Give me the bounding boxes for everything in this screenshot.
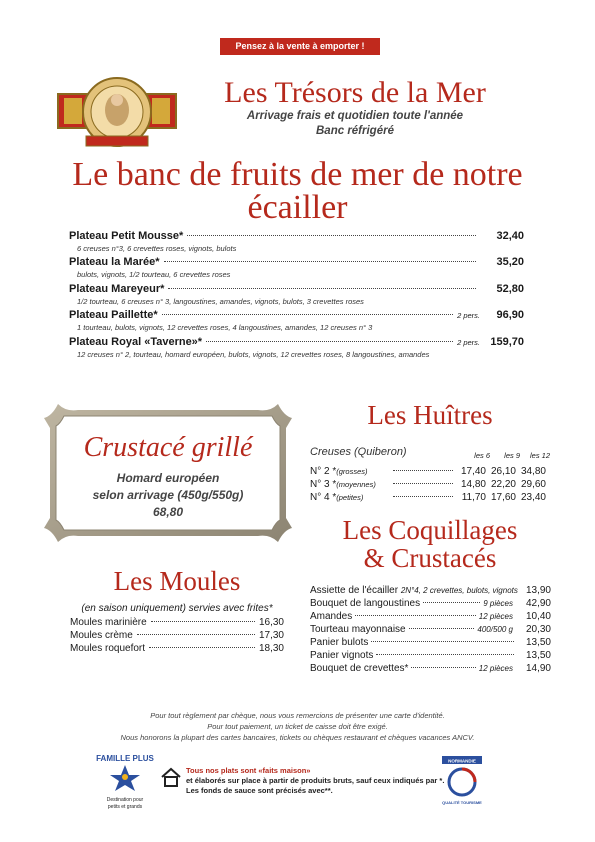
crustace-line1: Homard européen bbox=[116, 471, 220, 485]
header-subtitle-1: Arrivage frais et quotidien toute l'année bbox=[246, 110, 464, 122]
item-description: bulots, vignots, 1/2 tourteau, 6 crevettes roses bbox=[77, 270, 231, 279]
item-description: 12 creuses n° 2, tourteau, homard européen, bulots, vignots, 12 crevettes roses, 8 langoustines, amandes bbox=[77, 350, 430, 359]
takeaway-banner: Pensez à la vente à emporter ! bbox=[220, 38, 380, 55]
item-description: 1 tourteau, bulots, vignots, 12 crevettes roses, 4 langoustines, amandes, 12 creuses n° 3 bbox=[77, 323, 373, 332]
footer-line2: Pour tout paiement, un ticket de caisse doit être exigé. bbox=[207, 722, 388, 731]
item-price: 52,80 bbox=[496, 283, 524, 295]
section-title-coquillages: Les Coquillages & Crustacés bbox=[342, 515, 518, 573]
house-icon bbox=[160, 766, 182, 788]
svg-text:NORMANDIE: NORMANDIE bbox=[448, 758, 476, 764]
menu-item bbox=[69, 230, 524, 244]
moules-note: (en saison uniquement) servies avec frites* bbox=[81, 603, 273, 614]
table-row: Panier bulots 13,50 bbox=[310, 637, 551, 648]
table-row: N° 4 *(petites) 11,70 17,60 23,40 bbox=[310, 492, 546, 503]
col-header: les 12 bbox=[529, 451, 550, 460]
table-row: Moules marinière 16,30 bbox=[70, 617, 284, 628]
footer-line3: Nous honorons la plupart des cartes bancaires, tickets ou chèques restaurant et chèques vacances ANCV. bbox=[120, 733, 475, 742]
section-title-moules: Les Moules bbox=[113, 566, 241, 596]
table-row: Amandes 12 pièces 10,40 bbox=[310, 611, 551, 622]
svg-text:QUALITÉ TOURISME: QUALITÉ TOURISME bbox=[442, 800, 482, 805]
item-name: Plateau Petit Mousse* bbox=[69, 230, 184, 242]
banc-title-line2: écailler bbox=[247, 189, 348, 226]
item-pers: 2 pers. bbox=[457, 338, 480, 347]
section-title-huitres: Les Huîtres bbox=[367, 400, 493, 430]
section-title-tresors: Les Trésors de la Mer bbox=[224, 76, 486, 109]
table-row: Moules crème 17,30 bbox=[70, 630, 284, 641]
table-row: N° 2 *(grosses) 17,40 26,10 34,80 bbox=[310, 466, 546, 477]
col-header: les 6 bbox=[474, 451, 490, 460]
banc-title bbox=[60, 158, 535, 224]
item-price: 35,20 bbox=[496, 256, 524, 268]
svg-text:FAMILLE PLUS: FAMILLE PLUS bbox=[96, 754, 154, 763]
maison-line3: Les fonds de sauce sont précisés avec**. bbox=[186, 786, 333, 795]
item-name: Plateau Mareyeur* bbox=[69, 283, 165, 295]
table-row: Moules roquefort 18,30 bbox=[70, 643, 284, 654]
col-header: les 9 bbox=[504, 451, 520, 460]
menu-item bbox=[69, 283, 524, 297]
item-name: Plateau Paillette* bbox=[69, 309, 158, 321]
table-row: Tourteau mayonnaise 400/500 g 20,30 bbox=[310, 624, 551, 635]
menu-item bbox=[69, 309, 524, 323]
table-row: N° 3 *(moyennes) 14,80 22,20 29,60 bbox=[310, 479, 546, 490]
svg-text:petits et grands: petits et grands bbox=[107, 804, 143, 810]
menu-item bbox=[69, 256, 524, 270]
table-row: Bouquet de langoustines 9 pièces 42,90 bbox=[310, 598, 551, 609]
restaurant-logo bbox=[56, 70, 178, 156]
item-description: 6 creuses n°3, 6 crevettes roses, vignots, bulots bbox=[77, 244, 237, 253]
crustace-title: Crustacé grillé bbox=[83, 432, 253, 463]
table-row: Panier vignots 13,50 bbox=[310, 650, 551, 661]
item-description: 1/2 tourteau, 6 creuses n° 3, langoustines, amandes, vignots, bulots, 3 crevettes roses bbox=[77, 297, 364, 306]
item-price: 32,40 bbox=[496, 230, 524, 242]
crustace-price: 68,80 bbox=[152, 505, 184, 519]
maison-line1: Tous nos plats sont «faits maison» bbox=[186, 766, 311, 775]
qualite-tourisme-logo bbox=[440, 754, 484, 810]
banc-title-line1: Le banc de fruits de mer de notre bbox=[72, 156, 523, 193]
famille-plus-logo bbox=[95, 743, 155, 815]
item-name: Plateau la Marée* bbox=[69, 256, 160, 268]
footer-line1: Pour tout règlement par chèque, nous vous remercions de présenter une carte d'identité. bbox=[150, 711, 445, 720]
table-row: Assiette de l'écailler 2N°4, 2 crevettes, bulots, vignots 13,90 bbox=[310, 585, 551, 596]
huitres-category: Creuses (Quiberon) bbox=[310, 446, 407, 458]
item-price: 159,70 bbox=[490, 336, 524, 348]
item-pers: 2 pers. bbox=[457, 311, 480, 320]
crustace-line2: selon arrivage (450g/550g) bbox=[92, 488, 244, 502]
header-subtitle-2: Banc réfrigéré bbox=[316, 125, 394, 137]
menu-item bbox=[69, 336, 524, 350]
item-name: Plateau Royal «Taverne»* bbox=[69, 336, 203, 348]
svg-text:Destination pour: Destination pour bbox=[106, 797, 144, 803]
item-price: 96,90 bbox=[496, 309, 524, 321]
table-row: Bouquet de crevettes* 12 pièces 14,90 bbox=[310, 663, 551, 674]
maison-line2: et élaborés sur place à partir de produits bruts, sauf ceux indiqués par *. bbox=[186, 776, 445, 785]
